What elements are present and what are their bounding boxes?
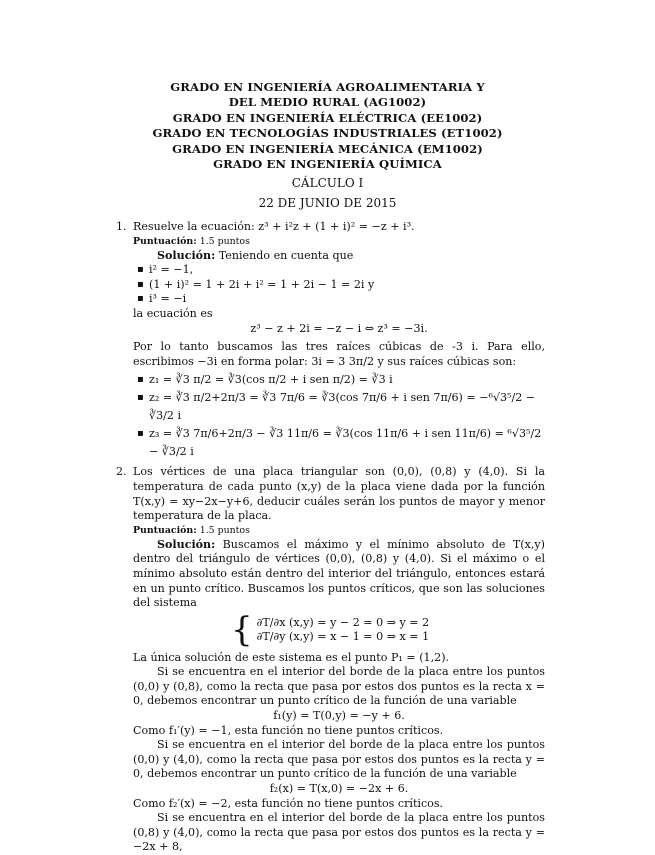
course-title: CÁLCULO I — [291, 176, 364, 191]
list-item: ▪ i³ = −i — [133, 292, 545, 307]
solution-intro-text: Teniendo en cuenta que — [218, 248, 354, 262]
case-3-text: Si se encuentra en el interior del borde de la placa entre los puntos (0,8) y (4,0), como la recta que pasa por estos dos puntos es la recta y = −2x + 8, — [133, 811, 545, 854]
degree-line-5: GRADO EN INGENIERÍA MECÁNICA (EM1002) — [172, 141, 483, 156]
system-row: ∂T/∂y (x,y) = x − 1 = 0 ⇒ x = 1 — [256, 629, 430, 643]
unique-solution: La única solución de este sistema es el punto P₁ = (1,2). — [133, 650, 450, 664]
solution-paragraph — [133, 538, 545, 611]
roots-list — [133, 371, 545, 461]
list-item: ▪ (1 + i)² = 1 + 2i + i² = 1 + 2i − 1 = 2i y — [133, 278, 545, 293]
system-brace: { — [231, 609, 253, 650]
degree-line-6: GRADO EN INGENIERÍA QUÍMICA — [213, 157, 442, 172]
facts-list — [133, 263, 545, 307]
list-item: ▪ i² = −1, — [133, 263, 545, 278]
problem-1 — [116, 220, 545, 461]
equation-system — [231, 609, 545, 650]
problem-2 — [116, 465, 545, 855]
equation-intro: la ecuación es — [133, 306, 213, 320]
degree-line-3: GRADO EN INGENIERÍA ELÉCTRICA (EE1002) — [172, 110, 483, 125]
degree-line-1: GRADO EN INGENIERÍA AGROALIMENTARIA Y — [170, 80, 485, 94]
case-1-text: Si se encuentra en el interior del borde de la placa entre los puntos (0,0) y (0,8), como la recta que pasa por estos dos puntos es la recta x = 0, debemos encontrar un punto crítico de la función de una variable — [133, 665, 545, 708]
system-row: ∂T/∂x (x,y) = y − 2 = 0 ⇒ y = 2 — [256, 615, 430, 629]
exam-header — [0, 80, 655, 211]
problem-number: 1. — [116, 220, 127, 233]
function-f2: f₂(x) = T(x,0) = −2x + 6. — [269, 782, 409, 796]
f1-note: Como f₁′(y) = −1, esta función no tiene puntos críticos. — [133, 723, 444, 737]
degree-line-2: DEL MEDIO RURAL (AG1002) — [228, 95, 427, 110]
problem-statement: Los vértices de una placa triangular son (0,0), (0,8) y (4,0). Si la temperatura de cada punto (x,y) de la placa viene dada por la función T(x,y) = xy−2x−y+6, deducir cuáles serán los puntos de mayor y menor temperatura de la placa. — [133, 465, 545, 523]
solution-label: Solución: — [157, 537, 216, 551]
problem-number: 2. — [116, 465, 127, 479]
solution-text: Buscamos el máximo y el mínimo absoluto de T(x,y) dentro del triángulo de vértices (0,0), (0,8) y (4,0). Si el máximo o el mínimo absoluto están dentro del interior del triángulo, entonces estará en un punto crítico. Buscamos los puntos críticos, que son las soluciones del sistema — [133, 537, 545, 610]
equation: z³ − z + 2i = −z − i ⇔ z³ = −3i. — [250, 321, 428, 335]
exam-body — [116, 220, 545, 855]
solution-label: Solución: — [157, 248, 216, 262]
case-2-text: Si se encuentra en el interior del borde de la placa entre los puntos (0,0) y (4,0), como la recta que pasa por estos dos puntos es la recta y = 0, debemos encontrar un punto crítico de la función de una variable — [133, 738, 545, 781]
score — [133, 524, 545, 537]
roots-text: Por lo tanto buscamos las tres raíces cúbicas de -3 i. Para ello, escribimos −3i en forma polar: 3i = 3 3π/2 y sus raíces cúbicas son: — [133, 340, 545, 368]
solution-intro — [133, 249, 545, 264]
list-item: ▪ z₂ = ∛3 π/2+2π/3 = ∛3 7π/6 = ∛3(cos 7π/6 + i sen 7π/6) = −⁶√3⁵/2 − ∛3/2 i — [133, 389, 545, 425]
score-label: Puntuación: — [133, 524, 197, 536]
list-item: ▪ z₁ = ∛3 π/2 = ∛3(cos π/2 + i sen π/2) = ∛3 i — [133, 371, 545, 389]
score — [133, 235, 545, 248]
score-label: Puntuación: — [133, 235, 197, 247]
f2-note: Como f₂′(x) = −2, esta función no tiene puntos críticos. — [133, 796, 444, 810]
degree-line-4: GRADO EN TECNOLOGÍAS INDUSTRIALES (ET1002) — [152, 126, 503, 141]
score-value: 1.5 puntos — [199, 235, 250, 247]
score-value: 1.5 puntos — [199, 524, 250, 536]
list-item: ▪ z₃ = ∛3 7π/6+2π/3 − ∛3 11π/6 = ∛3(cos 11π/6 + i sen 11π/6) = ⁶√3⁵/2 − ∛3/2 i — [133, 425, 545, 461]
problem-statement: Resuelve la ecuación: z³ + i²z + (1 + i)² = −z + i³. — [133, 220, 415, 233]
function-f1: f₁(y) = T(0,y) = −y + 6. — [273, 709, 405, 723]
exam-date: 22 DE JUNIO DE 2015 — [258, 196, 397, 211]
